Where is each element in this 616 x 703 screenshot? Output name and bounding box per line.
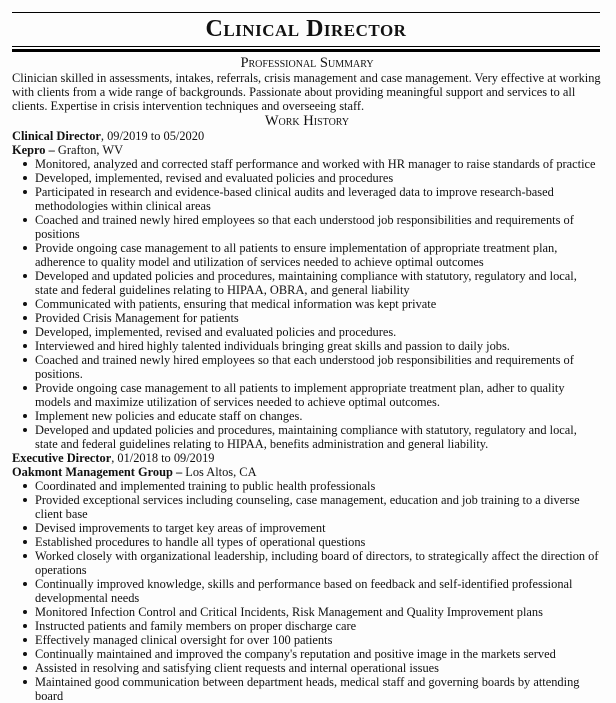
company-name: Kepro – — [12, 143, 55, 157]
list-item: Participated in research and evidence-based clinical audits and leveraged data to improve research-based methodologies within clinical areas — [35, 185, 602, 213]
list-item: Communicated with patients, ensuring that medical information was kept private — [35, 297, 602, 311]
company-location: Grafton, WV — [54, 143, 124, 157]
list-item: Instructed patients and family members on proper discharge care — [35, 619, 602, 633]
job-entry — [12, 129, 602, 451]
company-line — [12, 143, 602, 157]
job-entry — [12, 451, 602, 703]
list-item: Worked closely with organizational leadership, including board of directors, to strategically affect the direction of operations — [35, 549, 602, 577]
job-bullets — [12, 479, 602, 703]
resume-title: Clinical Director — [205, 16, 407, 42]
list-item: Provide ongoing case management to all patients to implement appropriate treatment plan, adher to quality models and maximize utilization of services needed to achieve optimal outcomes. — [35, 381, 602, 409]
list-item: Devised improvements to target key areas of improvement — [35, 521, 602, 535]
list-item: Interviewed and hired highly talented individuals bringing great skills and passion to daily jobs. — [35, 339, 602, 353]
professional-summary-heading: Professional Summary — [240, 55, 374, 71]
list-item: Coached and trained newly hired employees so that each understood job responsibilities and requirements of positions. — [35, 353, 602, 381]
list-item: Monitored Infection Control and Critical Incidents, Risk Management and Quality Improvement plans — [35, 605, 602, 619]
list-item: Assisted in resolving and satisfying client requests and internal operational issues — [35, 661, 602, 675]
list-item: Maintained good communication between department heads, medical staff and governing boards by attending board — [35, 675, 602, 703]
list-item: Provided Crisis Management for patients — [35, 311, 602, 325]
company-location: Los Altos, CA — [182, 465, 257, 479]
header-rule-top — [12, 12, 600, 13]
company-line — [12, 465, 602, 479]
list-item: Implement new policies and educate staff on changes. — [35, 409, 602, 423]
list-item: Developed, implemented, revised and evaluated policies and procedures — [35, 171, 602, 185]
list-item: Monitored, analyzed and corrected staff performance and worked with HR manager to raise standards of practice — [35, 157, 602, 171]
header-rule-thin — [12, 46, 600, 47]
list-item: Continually improved knowledge, skills and performance based on feedback and self-identified professional developmental needs — [35, 577, 602, 605]
job-bullets — [12, 157, 602, 451]
professional-summary-text: Clinician skilled in assessments, intakes, referrals, crisis management and case management. Very effective at working with clients from a wide range of backgrounds. Passionate about providing meaningful support and services to all clients. Expertise in crisis intervention techniques and overseeing staff. — [12, 71, 601, 113]
list-item: Coordinated and implemented training to public health professionals — [35, 479, 602, 493]
list-item: Developed, implemented, revised and evaluated policies and procedures. — [35, 325, 602, 339]
work-history-heading: Work History — [264, 113, 350, 129]
list-item: Provide ongoing case management to all patients to ensure implementation of appropriate treatment plan, adherence to quality model and utilization of services needed to achieve optimal outcomes — [35, 241, 602, 269]
job-title-line — [12, 451, 602, 465]
job-title: Clinical Director — [12, 129, 101, 143]
job-dates: , 09/2019 to 05/2020 — [100, 129, 205, 143]
job-title-line — [12, 129, 602, 143]
company-name: Oakmont Management Group – — [12, 465, 183, 479]
resume-content — [12, 55, 602, 703]
list-item: Developed and updated policies and procedures, maintaining compliance with statutory, regulatory and local, state and federal guidelines relating to HIPAA, benefits administration and general liability. — [35, 423, 602, 451]
header-rule-thick — [12, 49, 600, 52]
job-title: Executive Director — [12, 451, 112, 465]
list-item: Coached and trained newly hired employees so that each understood job responsibilities and requirements of positions — [35, 213, 602, 241]
job-dates: , 01/2018 to 09/2019 — [111, 451, 215, 465]
list-item: Effectively managed clinical oversight for over 100 patients — [35, 633, 602, 647]
list-item: Established procedures to handle all types of operational questions — [35, 535, 602, 549]
list-item: Continually maintained and improved the company's reputation and positive image in the markets served — [35, 647, 602, 661]
list-item: Developed and updated policies and procedures, maintaining compliance with statutory, regulatory and local, state and federal guidelines relating to HIPAA, OBRA, and general liability — [35, 269, 602, 297]
list-item: Provided exceptional services including counseling, case management, education and job training to a diverse client base — [35, 493, 602, 521]
